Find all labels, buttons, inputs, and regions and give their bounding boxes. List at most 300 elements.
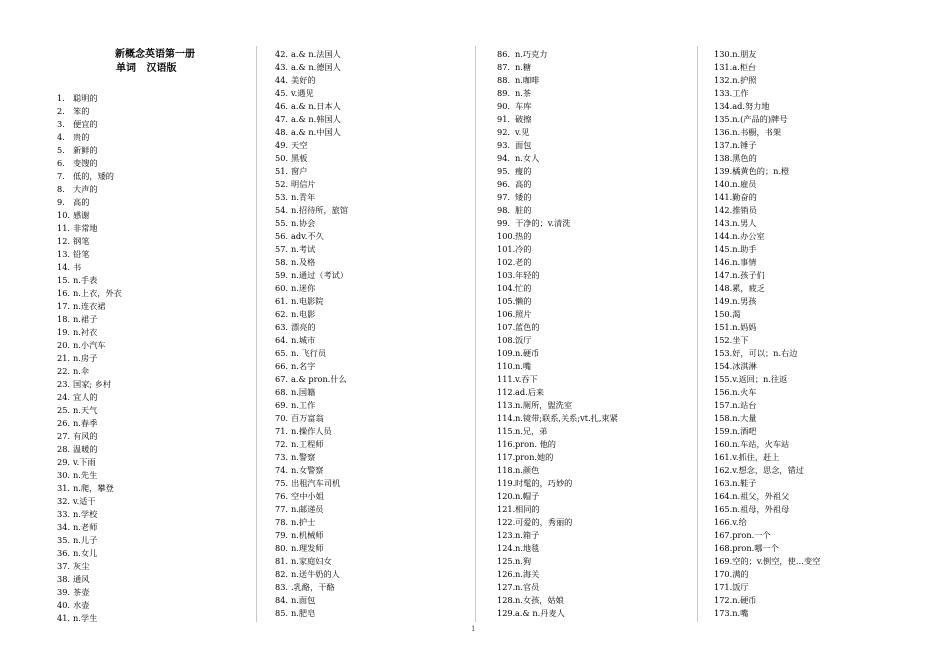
word-entry <box>497 48 547 61</box>
entry-meaning: n.硬币 <box>515 348 540 358</box>
entry-meaning: n.祖父，外祖父 <box>732 491 790 501</box>
entry-number: 132. <box>714 75 733 85</box>
entry-meaning: n.肥皂 <box>291 608 316 618</box>
entry-meaning: 老的 <box>515 257 532 267</box>
word-entry <box>57 391 98 404</box>
entry-number: 82. <box>275 569 289 579</box>
entry-number: 70. <box>275 413 289 423</box>
entry-meaning: 高的 <box>73 197 90 207</box>
entry-meaning: 脏的 <box>515 205 532 215</box>
entry-number: 95. <box>497 166 511 176</box>
entry-meaning: 黑板 <box>291 153 308 163</box>
entry-meaning: n.朋友 <box>732 49 757 59</box>
entry-number: 87. <box>497 62 511 72</box>
entry-number: 113. <box>497 400 516 410</box>
word-entry <box>714 139 757 152</box>
entry-number: 140. <box>714 179 733 189</box>
word-entry <box>57 586 89 599</box>
word-entry <box>275 308 315 321</box>
entry-number: 170. <box>714 569 733 579</box>
document-title: 新概念英语第一册 <box>115 49 195 60</box>
word-entry <box>275 243 315 256</box>
word-entry <box>497 529 539 542</box>
entry-meaning: n.理发师 <box>291 543 324 553</box>
word-entry <box>497 516 572 529</box>
word-entry <box>57 105 89 118</box>
entry-meaning: n.电影 <box>291 309 316 319</box>
page-number: 1 <box>471 625 476 633</box>
entry-meaning: 饭厅 <box>515 335 532 345</box>
word-entry <box>275 477 340 490</box>
word-entry <box>57 170 114 183</box>
word-entry <box>497 386 544 399</box>
entry-number: 144. <box>714 231 733 241</box>
word-entry <box>714 542 779 555</box>
entry-meaning: 满的 <box>732 569 749 579</box>
entry-number: 46. <box>275 101 289 111</box>
entry-meaning: n.警察 <box>291 452 316 462</box>
word-entry <box>714 490 789 503</box>
entry-number: 72. <box>275 439 289 449</box>
entry-number: 164. <box>714 491 733 501</box>
word-entry <box>275 373 347 386</box>
word-entry <box>275 113 341 126</box>
entry-number: 149. <box>714 296 733 306</box>
entry-meaning: 出租汽车司机 <box>291 478 341 488</box>
entry-meaning: 聪明的 <box>73 93 98 103</box>
entry-meaning: n.办公室 <box>732 231 765 241</box>
entry-meaning: a.柜台 <box>732 62 757 72</box>
entry-number: 157. <box>714 400 733 410</box>
entry-meaning: n.嘴 <box>515 361 532 371</box>
entry-number: 48. <box>275 127 289 137</box>
entry-number: 110. <box>497 361 516 371</box>
entry-meaning: adv.不久 <box>291 231 324 241</box>
entry-number: 124. <box>497 543 516 553</box>
entry-number: 32. <box>57 496 71 506</box>
entry-meaning: 感谢 <box>73 210 90 220</box>
word-entry <box>57 417 97 430</box>
entry-meaning: ad.后来 <box>515 387 545 397</box>
entry-number: 34. <box>57 522 71 532</box>
word-entry <box>497 178 531 191</box>
entry-meaning: 便宜的 <box>73 119 98 129</box>
entry-number: 96. <box>497 179 511 189</box>
entry-number: 133. <box>714 88 733 98</box>
word-entry <box>57 313 97 326</box>
word-entry <box>497 295 531 308</box>
word-entry <box>714 594 757 607</box>
entry-meaning: 茶壶 <box>73 587 90 597</box>
entry-number: 119. <box>497 478 516 488</box>
entry-meaning: n.护士 <box>291 517 316 527</box>
word-entry <box>497 464 539 477</box>
word-entry <box>497 347 539 360</box>
entry-number: 54. <box>275 205 289 215</box>
entry-number: 23. <box>57 379 71 389</box>
word-entry <box>275 165 307 178</box>
entry-number: 129. <box>497 608 516 618</box>
entry-meaning: v.给 <box>732 517 747 527</box>
entry-meaning: n.房子 <box>73 353 98 363</box>
entry-meaning: 渴 <box>732 309 741 319</box>
entry-meaning: n.书橱，书架 <box>732 127 782 137</box>
entry-number: 12. <box>57 236 71 246</box>
word-entry <box>497 204 531 217</box>
word-entry <box>714 607 748 620</box>
entry-number: 93. <box>497 140 511 150</box>
word-entry <box>714 347 797 360</box>
word-entry <box>497 412 618 425</box>
word-entry <box>714 165 789 178</box>
entry-meaning: 可爱的，秀丽的 <box>515 517 573 527</box>
entry-meaning: 笨的 <box>73 106 90 116</box>
entry-number: 165. <box>714 504 733 514</box>
word-entry <box>57 196 89 209</box>
entry-number: 6. <box>57 158 65 168</box>
entry-meaning: n.火车 <box>732 387 757 397</box>
entry-number: 22. <box>57 366 71 376</box>
entry-number: 20. <box>57 340 71 350</box>
entry-meaning: n.青年 <box>291 192 316 202</box>
word-entry <box>57 508 97 521</box>
entry-meaning: 有风的 <box>73 431 98 441</box>
entry-meaning: 瘦的 <box>515 166 532 176</box>
entry-number: 120. <box>497 491 516 501</box>
word-entry <box>275 568 340 581</box>
entry-meaning: 勤奋的 <box>732 192 757 202</box>
entry-meaning: 冷的 <box>515 244 532 254</box>
entry-meaning: n.学校 <box>73 509 98 519</box>
entry-meaning: 推销员 <box>732 205 757 215</box>
entry-number: 52. <box>275 179 289 189</box>
word-entry <box>57 183 98 196</box>
entry-number: 71. <box>275 426 289 436</box>
word-entry <box>275 607 315 620</box>
entry-number: 159. <box>714 426 733 436</box>
entry-number: 69. <box>275 400 289 410</box>
word-entry <box>275 61 341 74</box>
entry-number: 131. <box>714 62 733 72</box>
entry-meaning: n.面包 <box>291 595 316 605</box>
entry-meaning: n.镜带;联系,关系;vt.扎,束紧 <box>515 413 618 423</box>
entry-number: 107. <box>497 322 516 332</box>
word-entry <box>275 334 315 347</box>
word-entry <box>714 555 820 568</box>
entry-number: 100. <box>497 231 516 241</box>
word-entry <box>497 607 565 620</box>
entry-meaning: n.邮递员 <box>291 504 324 514</box>
entry-number: 158. <box>714 413 733 423</box>
entry-meaning: 橘黄色的；n.橙 <box>732 166 790 176</box>
word-entry <box>497 568 539 581</box>
word-entry <box>275 178 316 191</box>
word-entry <box>57 612 97 625</box>
entry-meaning: n.锤子 <box>732 140 757 150</box>
word-entry <box>57 599 89 612</box>
entry-meaning: n.(产品的)牌号 <box>732 114 788 124</box>
entry-meaning: n.事情 <box>732 257 757 267</box>
word-entry <box>275 490 324 503</box>
entry-number: 58. <box>275 257 289 267</box>
word-entry <box>497 165 531 178</box>
entry-meaning: 非常地 <box>73 223 98 233</box>
entry-meaning: 好，可以；n.右边 <box>732 348 798 358</box>
entry-meaning: 懒的 <box>515 296 532 306</box>
entry-number: 143. <box>714 218 733 228</box>
word-entry <box>275 321 316 334</box>
entry-number: 117. <box>497 452 516 462</box>
entry-meaning: a.& n.丹麦人 <box>515 608 565 618</box>
word-entry <box>497 477 572 490</box>
word-entry <box>275 152 307 165</box>
word-entry <box>57 300 105 313</box>
entry-number: 98. <box>497 205 511 215</box>
entry-number: 162. <box>714 465 733 475</box>
entry-meaning: n.考试 <box>291 244 316 254</box>
entry-number: 139. <box>714 166 733 176</box>
entry-number: 146. <box>714 257 733 267</box>
word-entry <box>497 230 531 243</box>
word-entry <box>275 542 323 555</box>
word-entry <box>714 269 765 282</box>
word-entry <box>714 373 787 386</box>
entry-number: 135. <box>714 114 733 124</box>
word-entry <box>57 144 98 157</box>
entry-meaning: 相同的 <box>515 504 540 514</box>
word-entry <box>497 451 553 464</box>
word-entry <box>714 360 757 373</box>
entry-number: 86. <box>497 49 511 59</box>
entry-meaning: 冰淇淋 <box>732 361 757 371</box>
entry-meaning: n.硬币 <box>732 595 757 605</box>
word-entry <box>497 399 572 412</box>
word-entry <box>497 191 531 204</box>
entry-number: 84. <box>275 595 289 605</box>
word-entry <box>57 573 89 586</box>
word-entry <box>275 282 315 295</box>
word-entry <box>57 157 98 170</box>
entry-number: 73. <box>275 452 289 462</box>
entry-meaning: 面包 <box>515 140 532 150</box>
entry-meaning: n.祖母，外祖母 <box>732 504 790 514</box>
entry-meaning: n.孩子们 <box>732 270 765 280</box>
entry-meaning: n.官员 <box>515 582 540 592</box>
entry-meaning: 通风 <box>73 574 90 584</box>
entry-meaning: pron.哪一个 <box>732 543 779 553</box>
entry-number: 94. <box>497 153 511 163</box>
entry-meaning: 工作 <box>732 88 749 98</box>
word-entry <box>57 235 89 248</box>
entry-number: 26. <box>57 418 71 428</box>
entry-number: 89. <box>497 88 511 98</box>
word-entry <box>497 100 531 113</box>
entry-meaning: n.巧克力 <box>515 49 548 59</box>
word-entry <box>275 503 323 516</box>
word-entry <box>714 412 757 425</box>
entry-number: 99. <box>497 218 511 228</box>
word-entry <box>57 534 97 547</box>
entry-number: 161. <box>714 452 733 462</box>
word-entry <box>714 282 765 295</box>
word-entry <box>275 191 315 204</box>
entry-number: 56. <box>275 231 289 241</box>
word-entry <box>57 560 89 573</box>
word-entry <box>275 555 332 568</box>
entry-number: 19. <box>57 327 71 337</box>
entry-number: 128. <box>497 595 516 605</box>
entry-meaning: n.箱子 <box>515 530 540 540</box>
entry-meaning: 美好的 <box>291 75 316 85</box>
entry-meaning: 水壶 <box>73 600 90 610</box>
entry-meaning: n.颜色 <box>515 465 540 475</box>
entry-meaning: 新鲜的 <box>73 145 98 155</box>
entry-number: 148. <box>714 283 733 293</box>
word-entry <box>714 503 789 516</box>
entry-meaning: 时髦的，巧妙的 <box>515 478 573 488</box>
word-entry <box>714 464 804 477</box>
entry-number: 81. <box>275 556 289 566</box>
entry-number: 63. <box>275 322 289 332</box>
word-entry <box>275 464 323 477</box>
entry-meaning: v.下雨 <box>73 457 96 467</box>
entry-number: 108. <box>497 335 516 345</box>
entry-meaning: n.大量 <box>732 413 757 423</box>
entry-meaning: n.爬，攀登 <box>73 483 114 493</box>
entry-number: 167. <box>714 530 733 540</box>
word-entry <box>57 92 98 105</box>
entry-number: 66. <box>275 361 289 371</box>
word-entry <box>714 48 757 61</box>
entry-number: 64. <box>275 335 289 345</box>
entry-meaning: 变馊的 <box>73 158 98 168</box>
word-entry <box>275 100 341 113</box>
entry-meaning: n.电影院 <box>291 296 324 306</box>
word-entry <box>275 204 348 217</box>
entry-number: 2. <box>57 106 65 116</box>
entry-meaning: n.鞋子 <box>732 478 757 488</box>
entry-number: 121. <box>497 504 516 514</box>
entry-number: 138. <box>714 153 733 163</box>
entry-number: 41. <box>57 613 71 623</box>
entry-meaning: n.连衣裙 <box>73 301 106 311</box>
entry-number: 76. <box>275 491 289 501</box>
column-divider <box>475 46 476 622</box>
word-entry <box>275 581 335 594</box>
entry-number: 172. <box>714 595 733 605</box>
word-entry <box>714 451 779 464</box>
entry-number: 130. <box>714 49 733 59</box>
column-divider <box>697 46 698 622</box>
entry-number: 92. <box>497 127 511 137</box>
entry-number: 136. <box>714 127 733 137</box>
word-entry <box>497 594 564 607</box>
entry-number: 91. <box>497 114 511 124</box>
entry-number: 17. <box>57 301 71 311</box>
entry-meaning: v.适于 <box>73 496 96 506</box>
word-entry <box>714 386 757 399</box>
entry-meaning: 贵的 <box>73 132 90 142</box>
entry-number: 105. <box>497 296 516 306</box>
word-entry <box>714 152 757 165</box>
entry-number: 30. <box>57 470 71 480</box>
entry-meaning: 温暖的 <box>73 444 98 454</box>
word-entry <box>714 568 749 581</box>
word-entry <box>275 139 307 152</box>
word-entry <box>275 516 315 529</box>
entry-meaning: n.狗 <box>515 556 532 566</box>
entry-meaning: n.先生 <box>73 470 98 480</box>
entry-meaning: n.女儿 <box>73 548 98 558</box>
entry-number: 14. <box>57 262 71 272</box>
entry-meaning: 大声的 <box>73 184 98 194</box>
entry-meaning: 明信片 <box>291 179 316 189</box>
word-entry <box>714 230 765 243</box>
entry-number: 103. <box>497 270 516 280</box>
entry-number: 5. <box>57 145 65 155</box>
word-entry <box>275 438 323 451</box>
entry-meaning: n.春季 <box>73 418 98 428</box>
entry-number: 7. <box>57 171 65 181</box>
entry-meaning: n.女孩，姑娘 <box>515 595 564 605</box>
word-entry <box>714 74 757 87</box>
entry-number: 166. <box>714 517 733 527</box>
entry-number: 28. <box>57 444 71 454</box>
word-entry <box>497 425 547 438</box>
entry-number: 127. <box>497 582 516 592</box>
entry-number: 61. <box>275 296 289 306</box>
entry-number: 154. <box>714 361 733 371</box>
word-entry <box>497 61 531 74</box>
entry-meaning: n.工程师 <box>291 439 324 449</box>
word-entry <box>714 100 770 113</box>
entry-number: 60. <box>275 283 289 293</box>
word-entry <box>497 490 539 503</box>
entry-meaning: n.及格 <box>291 257 316 267</box>
entry-meaning: n.女警察 <box>291 465 324 475</box>
entry-number: 115. <box>497 426 516 436</box>
entry-number: 40. <box>57 600 71 610</box>
word-entry <box>497 269 540 282</box>
entry-meaning: 照片 <box>515 309 532 319</box>
entry-meaning: v.想念，思念，错过 <box>732 465 804 475</box>
entry-meaning: n.酒吧 <box>732 426 757 436</box>
entry-number: 37. <box>57 561 71 571</box>
entry-number: 27. <box>57 431 71 441</box>
word-entry <box>497 282 531 295</box>
word-entry <box>275 217 315 230</box>
entry-meaning: n.男人 <box>732 218 757 228</box>
entry-number: 62. <box>275 309 289 319</box>
word-entry <box>57 209 89 222</box>
entry-meaning: a.& n.中国人 <box>291 127 341 137</box>
word-entry <box>275 412 324 425</box>
entry-number: 43. <box>275 62 289 72</box>
entry-meaning: n.兄，弟 <box>515 426 548 436</box>
word-entry <box>497 308 531 321</box>
entry-number: 169. <box>714 556 733 566</box>
entry-meaning: n.上衣，外衣 <box>73 288 122 298</box>
word-entry <box>57 287 122 300</box>
entry-number: 102. <box>497 257 516 267</box>
word-entry <box>497 126 529 139</box>
word-entry <box>57 430 98 443</box>
entry-number: 53. <box>275 192 289 202</box>
entry-number: 126. <box>497 569 516 579</box>
entry-meaning: v.遇见 <box>291 88 314 98</box>
entry-meaning: n.护照 <box>732 75 757 85</box>
entry-number: 116. <box>497 439 516 449</box>
